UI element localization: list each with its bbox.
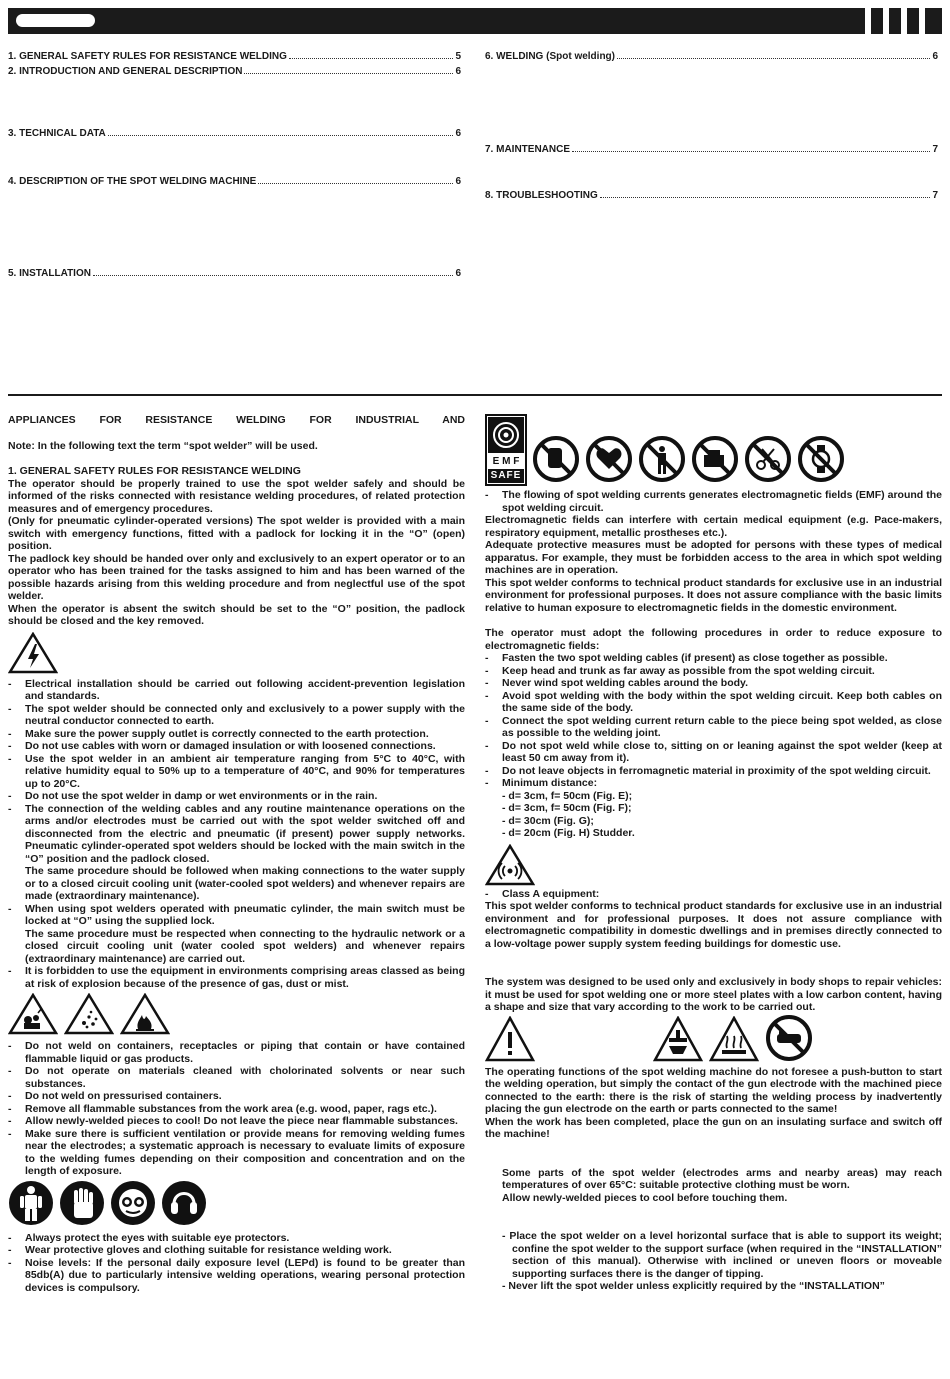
list-item: - Noise levels: If the personal daily exposure level (LEPd) is found to be greater than 85db(A) due to particularly intensive welding operations, wearing personal protection devices is compulsory. <box>8 1256 465 1294</box>
toc-page: 6 <box>455 176 461 187</box>
list-item: - Never wind spot welding cables around the body. <box>485 677 749 689</box>
list-item: - Do not spot weld while close to, sitting on or leaning against the spot welder (keep at least 50 cm away from it). <box>485 739 942 764</box>
protective-clothing-icon <box>8 1180 54 1230</box>
distance-item: - d= 3cm, f= 50cm (Fig. E); <box>502 789 633 802</box>
toc-page: 6 <box>455 268 461 279</box>
paragraph: (Only for pneumatic cylinder-operated versions) The spot welder is provided with a main switch with emergency functions, fitted with a padlock for locking it in the “O” (open) position. <box>8 515 465 552</box>
toc-entry[interactable] <box>485 188 938 201</box>
distance-item: - d= 20cm (Fig. H) Studder. <box>502 827 635 839</box>
section-divider <box>8 394 942 396</box>
paragraph: Allow newly-welded pieces to cool before touching them. <box>502 1191 788 1204</box>
fire-hazard-icons <box>8 994 465 1038</box>
toc-entry[interactable] <box>8 126 461 139</box>
toc-page: 5 <box>455 51 461 62</box>
list-item: - Do not leave objects in ferromagnetic material in proximity of the spot welding circuit. <box>485 764 931 777</box>
list-item: - Always protect the eyes with suitable eye protectors. <box>8 1231 290 1244</box>
paragraph: The operator should be properly trained to use the spot welder safely and should be informed of the risks connected with resistance welding procedures, of related protection measures and of emergency procedures. <box>8 477 465 515</box>
list-item: - It is forbidden to use the equipment in environments comprising areas classed as being at risk of explosion because of the presence of gas, dust or mist. <box>8 965 465 990</box>
toc-entry[interactable] <box>485 49 938 62</box>
hot-surface-warning-icon <box>709 1016 759 1066</box>
toc-label: 3. TECHNICAL DATA <box>8 128 106 139</box>
no-pacemaker-icon <box>532 435 580 487</box>
list-item: - Place the spot welder on a level horizontal surface that is able to support its weight; confine the spot welder to the support surface (when required in the “INSTALLATION” section of this manual). Otherwise with inclined or uneven floors or moveable supporting surfaces there is the danger of tipping. <box>502 1230 942 1280</box>
list-item: - Never lift the spot welder unless explicitly required by the “INSTALLATION” <box>502 1280 885 1292</box>
paragraph: This spot welder conforms to technical product standards for exclusive use in an industrial environment and for professional purposes. It does not assure compliance with electromagnetic compatibility in domestic dwellings and in premises directly connected to a low-voltage power supply system feeding buildings for domestic use. <box>485 900 942 950</box>
no-metal-objects-icon <box>744 435 792 487</box>
safe-label: SAFE <box>490 470 522 481</box>
general-warning-icon <box>485 1016 535 1066</box>
toc-page: 7 <box>932 190 938 201</box>
no-watch-icon <box>797 435 845 487</box>
paragraph: Adequate protective measures must be adopted for persons with these types of medical apparatus. For example, they must be forbidden access to the area in which spot welding machines are in operation. <box>485 539 942 576</box>
toc-page: 6 <box>455 66 461 77</box>
electric-hazard-icon <box>8 632 465 676</box>
operating-warning-icons <box>485 1018 942 1066</box>
toc-page: 6 <box>932 51 938 62</box>
paragraph: Electromagnetic fields can interfere with certain medical equipment (e.g. Pace-makers, respiratory equipment, metallic prostheses etc.). <box>485 514 942 539</box>
list-item: - Remove all flammable substances from the work area (e.g. wood, paper, rags etc.). <box>8 1102 437 1115</box>
emf-icons <box>485 414 942 486</box>
page-title: APPLIANCES FOR RESISTANCE WELDING FOR INDUSTRIAL AND <box>8 414 465 426</box>
list-item: - Wear protective gloves and clothing suitable for resistance welding work. <box>8 1244 392 1256</box>
eye-protection-icon <box>110 1180 156 1230</box>
paragraph: When the operator is absent the switch should be set to the “O” position, the padlock should be closed and the key removed. <box>8 602 465 627</box>
list-item: - Avoid spot welding with the body within the spot welding circuit. Keep both cables on the same side of the body. <box>485 689 942 714</box>
page-header-band <box>8 8 942 34</box>
paragraph: Some parts of the spot welder (electrodes arms and nearby areas) may reach temperatures of over 65°C: suitable protective clothing must be worn. <box>502 1166 942 1191</box>
left-column <box>8 414 465 1294</box>
sparks-warning-icon <box>64 993 114 1039</box>
list-item: - Make sure there is sufficient ventilation or provide means for removing welding fumes near the electrodes; a systematic approach is necessary to evaluate limits of exposure to the welding fumes depending on their composition and concentration and on the length of exposure. <box>8 1127 465 1177</box>
list-item: - The spot welder should be connected only and exclusively to a power supply with the neutral conductor connected to earth. <box>8 702 465 727</box>
toc-label: 8. TROUBLESHOOTING <box>485 190 598 201</box>
toc-entry[interactable] <box>8 174 461 187</box>
toc-entry[interactable] <box>485 142 938 155</box>
toc-entry[interactable] <box>8 49 461 62</box>
emf-safe-icon <box>485 414 527 486</box>
explosion-warning-icon <box>8 993 58 1039</box>
toc-label: 7. MAINTENANCE <box>485 144 571 155</box>
protective-gloves-icon <box>59 1180 105 1230</box>
right-column <box>485 414 942 1293</box>
paragraph: When the work has been completed, place the gun on an insulating surface and switch off the machine! <box>485 1115 942 1140</box>
list-item: - The flowing of spot welding currents generates electromagnetic fields (EMF) around the spot welding circuit. <box>485 489 942 514</box>
list-item: - Keep head and trunk as far away as possible from the spot welding circuit. <box>485 664 875 677</box>
list-item: - Do not weld on containers, receptacles or piping that contain or have contained flammable liquid or gas products. <box>8 1040 465 1065</box>
toc-label: 5. INSTALLATION <box>8 268 91 279</box>
list-item: - Do not operate on materials cleaned with cholorinated solvents or near such substances. <box>8 1065 465 1090</box>
paragraph: The system was designed to be used only and exclusively in body shops to repair vehicles: it must be used for spot welding one or more steel plates with a low carbon content, having a shape and size that vary according to the work to be carried out. <box>485 976 942 1013</box>
toc-label: 4. DESCRIPTION OF THE SPOT WELDING MACHINE <box>8 176 257 187</box>
emf-label: E M F <box>492 456 520 467</box>
distance-item: - d= 30cm (Fig. G); <box>502 814 594 827</box>
header-pill <box>16 14 95 27</box>
toc-entry[interactable] <box>8 266 461 279</box>
list-item: - Do not use cables with worn or damaged insulation or with loosened connections. <box>8 740 436 752</box>
list-item: - The connection of the welding cables and any routine maintenance operations on the arms and/or electrodes must be carried out with the spot welder switched off and disconnected from the electric and pneumatic (if present) power supply networks. Pneumatic cylinder-operated spot welders should be locked with the main switch in the “O” position and the padlock closed. <box>8 802 465 865</box>
ear-protection-icon <box>161 1180 207 1230</box>
list-continuation: The same procedure should be followed when making connections to the water supply or to a closed circuit cooling unit (water-cooled spot welders) and whenever repairs are made (extraordinary maintenance). <box>25 865 465 902</box>
ppe-icons <box>8 1182 465 1228</box>
header-stripe <box>919 8 925 34</box>
section-heading: 1. GENERAL SAFETY RULES FOR RESISTANCE WELDING <box>8 465 301 477</box>
header-stripe <box>883 8 889 34</box>
list-continuation: The same procedure must be respected when connecting to the hydraulic network or a closed circuit cooling unit (water cooled spot welders) and whenever repairs (extraordinary maintenance) are carried out. <box>25 927 465 965</box>
crush-hazard-warning-icon <box>653 1016 703 1066</box>
toc-page: 7 <box>932 144 938 155</box>
list-item: - When using spot welders operated with pneumatic cylinder, the main switch must be locked at “O” using the supplied lock. <box>8 902 465 927</box>
header-stripe <box>865 8 871 34</box>
toc-label: 2. INTRODUCTION AND GENERAL DESCRIPTION <box>8 66 243 77</box>
list-item: - Do not use the spot welder in damp or wet environments or in the rain. <box>8 790 378 802</box>
flammable-warning-icon <box>120 993 170 1039</box>
radio-emission-warning-icon <box>485 844 942 888</box>
no-metal-implant-icon <box>638 435 686 487</box>
list-item: - Use the spot welder in an ambient air temperature ranging from 5°C to 40°C, with relative humidity equal to 50% up to a temperature of 40°C, and 90% for temperatures up to 20°C. <box>8 752 465 790</box>
toc-label: 1. GENERAL SAFETY RULES FOR RESISTANCE WELDING <box>8 51 287 62</box>
list-item: - Do not weld on pressurised containers. <box>8 1090 222 1102</box>
paragraph: This spot welder conforms to technical product standards for exclusive use in an industrial environment for professional purposes. It does not assure compliance with the basic limits relative to human exposure to electromagnetic fields in the domestic environment. <box>485 576 942 614</box>
list-item: - Class A equipment: <box>485 887 600 900</box>
toc-label: 6. WELDING (Spot welding) <box>485 51 615 62</box>
no-hands-icon <box>765 1014 813 1066</box>
paragraph: The operating functions of the spot welding machine do not foresee a push-button to start the welding operation, but simply the contact of the gun electrode with the machined piece connected to the earth: there is the risk of starting the welding process by inadvertently placing the gun electrode on the earth or parts connected to the same! <box>485 1065 942 1115</box>
header-stripe <box>901 8 907 34</box>
list-item: - Connect the spot welding current return cable to the piece being spot welded, as close as possible to the welding joint. <box>485 714 942 739</box>
list-item: - Allow newly-welded pieces to cool! Do not leave the piece near flammable substances. <box>8 1115 458 1127</box>
toc-page: 6 <box>455 128 461 139</box>
list-item: - Make sure the power supply outlet is correctly connected to the earth protection. <box>8 727 429 740</box>
no-heart-device-icon <box>585 435 633 487</box>
paragraph: The operator must adopt the following procedures in order to reduce exposure to electromagnetic fields: <box>485 627 942 652</box>
list-item: - Fasten the two spot welding cables (if present) as close together as possible. <box>485 652 888 664</box>
list-item: - Minimum distance: <box>485 777 598 789</box>
distance-item: - d= 3cm, f= 50cm (Fig. F); <box>502 802 632 814</box>
note-text: Note: In the following text the term “spot welder” will be used. <box>8 439 318 452</box>
toc-entry[interactable] <box>8 64 461 77</box>
list-item: - Electrical installation should be carried out following accident-prevention legislation and standards. <box>8 677 465 702</box>
no-electronic-device-icon <box>691 435 739 487</box>
paragraph: The padlock key should be handed over only and exclusively to an expert operator or to an operator who has been trained for the tasks assigned to him and has been warned of the possible hazards arising from this welding procedure and from neglectful use of the spot welder. <box>8 552 465 602</box>
